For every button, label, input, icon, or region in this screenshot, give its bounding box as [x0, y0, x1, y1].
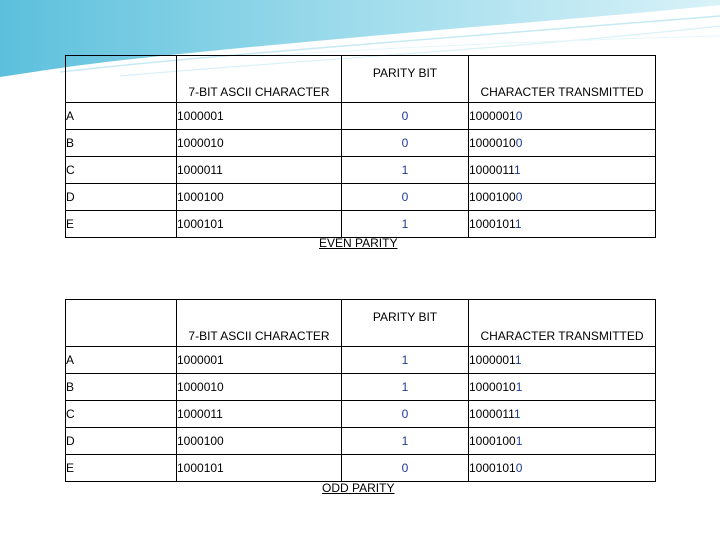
transmitted-value	[469, 184, 656, 211]
row-label: B	[66, 374, 177, 401]
transmitted-prefix: 1000010	[469, 380, 516, 394]
row-label: C	[66, 401, 177, 428]
row-label: E	[66, 211, 177, 238]
transmitted-prefix: 1000001	[469, 109, 516, 123]
parity-bit-value: 0	[342, 455, 469, 482]
table-row	[66, 374, 656, 401]
row-label: A	[66, 347, 177, 374]
transmitted-parity-digit: 1	[515, 380, 523, 394]
ascii-code: 1000100	[177, 184, 342, 211]
ascii-code: 1000011	[177, 401, 342, 428]
table-row	[66, 428, 656, 455]
parity-bit-value: 0	[342, 130, 469, 157]
transmitted-prefix: 1000011	[469, 407, 514, 421]
transmitted-parity-digit: 0	[515, 109, 523, 123]
transmitted-column-header: CHARACTER TRANSMITTED	[469, 56, 656, 103]
row-label: D	[66, 428, 177, 455]
table-row	[66, 401, 656, 428]
ascii-code: 1000101	[177, 211, 342, 238]
transmitted-value	[469, 103, 656, 130]
transmitted-value	[469, 211, 656, 238]
ascii-code: 1000010	[177, 374, 342, 401]
ascii-column-header: 7-BIT ASCII CHARACTER	[177, 300, 342, 347]
transmitted-prefix: 1000101	[469, 217, 515, 231]
parity-bit-value: 1	[342, 428, 469, 455]
transmitted-value	[469, 130, 656, 157]
ascii-code: 1000001	[177, 347, 342, 374]
row-label: B	[66, 130, 177, 157]
transmitted-value	[469, 455, 656, 482]
transmitted-parity-digit: 1	[514, 217, 522, 231]
parity-bit-column-header: PARITY BIT	[342, 300, 469, 347]
table-header-row	[66, 300, 656, 347]
transmitted-parity-digit: 1	[513, 407, 521, 421]
transmitted-parity-digit: 0	[515, 136, 523, 150]
transmitted-prefix: 1000100	[469, 434, 516, 448]
ascii-code: 1000101	[177, 455, 342, 482]
parity-bit-value: 1	[342, 157, 469, 184]
ascii-code: 1000100	[177, 428, 342, 455]
transmitted-value	[469, 401, 656, 428]
transmitted-parity-digit: 1	[514, 353, 522, 367]
table-row	[66, 184, 656, 211]
transmitted-prefix: 1000011	[469, 163, 514, 177]
transmitted-prefix: 1000100	[469, 190, 516, 204]
transmitted-parity-digit: 0	[515, 190, 523, 204]
table-row	[66, 211, 656, 238]
ascii-code: 1000011	[177, 157, 342, 184]
transmitted-parity-digit: 1	[515, 434, 523, 448]
empty-header-cell	[66, 300, 177, 347]
table-row	[66, 455, 656, 482]
transmitted-column-header: CHARACTER TRANSMITTED	[469, 300, 656, 347]
parity-bit-value: 0	[342, 184, 469, 211]
row-label: C	[66, 157, 177, 184]
ascii-code: 1000010	[177, 130, 342, 157]
parity-bit-value: 0	[342, 103, 469, 130]
parity-bit-column-header: PARITY BIT	[342, 56, 469, 103]
table-header-row	[66, 56, 656, 103]
transmitted-prefix: 1000101	[469, 461, 516, 475]
table-row	[66, 347, 656, 374]
parity-bit-value: 1	[342, 211, 469, 238]
row-label: E	[66, 455, 177, 482]
parity-bit-value: 1	[342, 347, 469, 374]
even-parity-caption: EVEN PARITY	[319, 236, 398, 250]
transmitted-value	[469, 374, 656, 401]
parity-bit-value: 0	[342, 401, 469, 428]
table-row	[66, 103, 656, 130]
transmitted-parity-digit: 1	[513, 163, 521, 177]
transmitted-value	[469, 347, 656, 374]
row-label: D	[66, 184, 177, 211]
row-label: A	[66, 103, 177, 130]
table-row	[66, 157, 656, 184]
transmitted-value	[469, 428, 656, 455]
transmitted-prefix: 1000010	[469, 136, 516, 150]
transmitted-parity-digit: 0	[515, 461, 523, 475]
even-parity-table	[65, 55, 656, 238]
table-row	[66, 130, 656, 157]
transmitted-value	[469, 157, 656, 184]
parity-bit-value: 1	[342, 374, 469, 401]
transmitted-prefix: 1000001	[469, 353, 515, 367]
ascii-column-header: 7-BIT ASCII CHARACTER	[177, 56, 342, 103]
ascii-code: 1000001	[177, 103, 342, 130]
empty-header-cell	[66, 56, 177, 103]
odd-parity-table	[65, 299, 656, 482]
odd-parity-caption: ODD PARITY	[322, 481, 395, 495]
